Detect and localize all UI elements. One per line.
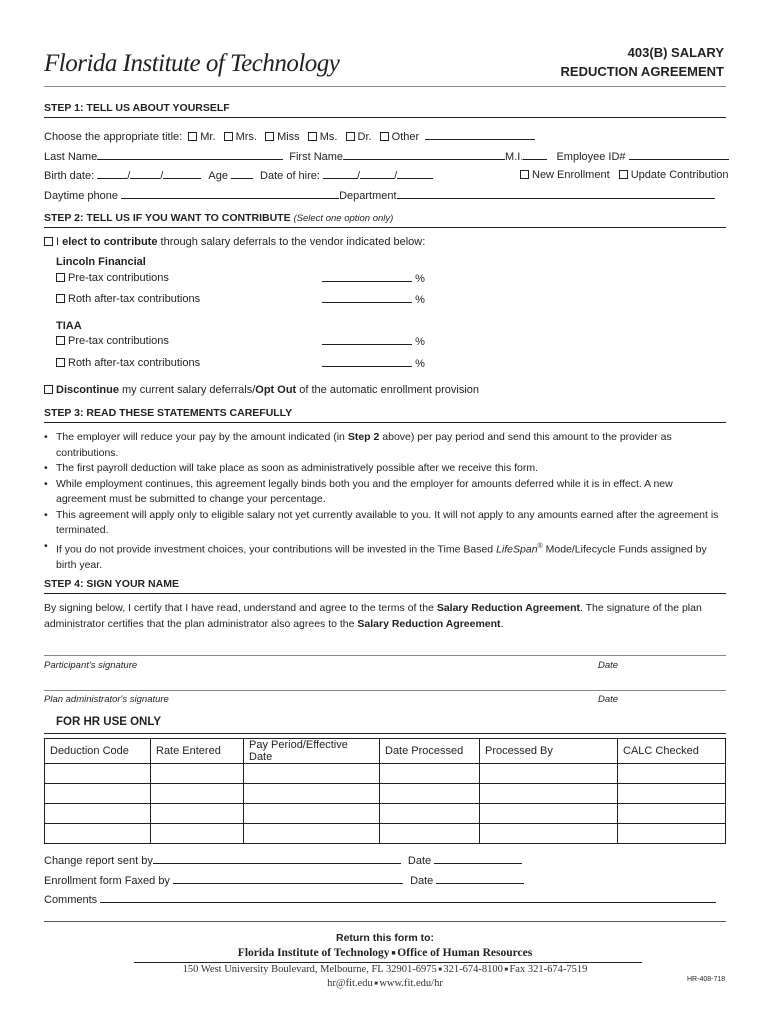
step4-rule [44, 593, 726, 594]
table-cell[interactable] [151, 804, 244, 824]
footer-web[interactable]: www.fit.edu/hr [379, 978, 443, 989]
optout-bold: Opt Out [255, 384, 297, 396]
tiaa-pretax-field[interactable] [322, 335, 412, 345]
statement-2: • The first payroll deduction will take place as soon as administratively possible after we receive this form. [44, 461, 724, 477]
table-cell[interactable] [380, 804, 480, 824]
lincoln-roth-percent [322, 293, 425, 306]
comments-label: Comments [44, 894, 98, 906]
first-name-field[interactable] [343, 150, 505, 160]
birth-row: Birth date: / / Age Date of hire: / / [44, 169, 433, 182]
statement-5: • If you do not provide investment choices, your contributions will be invested in the Time Based LifeSpan® Mode/Lifecycle Funds assigned by birth year. [44, 539, 724, 574]
enrollment-faxed-date-label: Date [410, 875, 434, 887]
footer-office: Office of Human Resources [397, 947, 533, 959]
participant-signature-line[interactable] [44, 655, 726, 656]
col-rate-entered: Rate Entered [151, 739, 244, 764]
title-mrs-checkbox[interactable] [224, 132, 233, 141]
col-date-processed: Date Processed [380, 739, 480, 764]
footer-org: Florida Institute of Technology [237, 947, 390, 959]
tiaa-pretax-checkbox[interactable] [56, 336, 65, 345]
title-ms-checkbox[interactable] [308, 132, 317, 141]
mi-label: M.I. [505, 151, 524, 163]
col-calc-checked: CALC Checked [618, 739, 726, 764]
enrollment-faxed-date-field[interactable] [436, 874, 524, 884]
step1-rule [44, 117, 726, 118]
update-contribution-checkbox[interactable] [619, 170, 628, 179]
form-title-line1: 403(B) SALARY [627, 45, 724, 60]
step3-heading: STEP 3: READ THESE STATEMENTS CAREFULLY [44, 407, 293, 419]
table-cell[interactable] [244, 784, 380, 804]
footer-fax: Fax 321-674-7519 [509, 964, 588, 975]
hr-table [44, 738, 726, 844]
col-processed-by: Processed By [480, 739, 618, 764]
footer-org-line: Florida Institute of Technology ■ Office of Human Resources [237, 947, 533, 959]
employee-id-field[interactable] [629, 150, 729, 160]
title-other-checkbox[interactable] [380, 132, 389, 141]
participant-date-label: Date [598, 660, 619, 671]
lincoln-roth-label: Roth after-tax contributions [68, 293, 201, 305]
col-deduction-code: Deduction Code [45, 739, 151, 764]
age-label: Age [208, 170, 228, 182]
table-row [45, 824, 726, 844]
first-name-label: First Name [289, 151, 344, 163]
new-enrollment-label: New Enrollment [532, 169, 610, 181]
birth-day-field[interactable] [130, 169, 160, 179]
form-code: HR-408-718 [687, 976, 726, 983]
tiaa-roth-label: Roth after-tax contributions [68, 357, 201, 369]
table-cell[interactable] [480, 784, 618, 804]
statement-3: • While employment continues, this agreement legally binds both you and the employer for amounts deferred while it is in effect. A new agreement must be submitted to change your percentage. [44, 477, 724, 508]
elect-text-post: through salary deferrals to the vendor indicated below: [157, 236, 426, 248]
step3-rule [44, 422, 726, 423]
tiaa-roth-row [56, 357, 200, 369]
admin-signature-line[interactable] [44, 690, 726, 691]
lincoln-pretax-label: Pre-tax contributions [68, 272, 169, 284]
table-cell[interactable] [618, 824, 726, 844]
comments-field[interactable] [100, 893, 716, 903]
table-row [45, 764, 726, 784]
table-cell[interactable] [45, 804, 151, 824]
lincoln-pretax-row [56, 272, 169, 284]
table-cell[interactable] [480, 804, 618, 824]
lincoln-pretax-field[interactable] [322, 272, 412, 282]
table-row [45, 784, 726, 804]
tiaa-pretax-row [56, 335, 169, 347]
col-pay-period: Pay Period/Effective Date [244, 739, 380, 764]
form-title-line2: REDUCTION AGREEMENT [560, 64, 724, 79]
birth-date-label: Birth date: [44, 170, 95, 182]
lincoln-heading: Lincoln Financial [56, 256, 146, 268]
title-mrs-label: Mrs. [235, 131, 257, 143]
title-miss-checkbox[interactable] [265, 132, 274, 141]
phone-row [44, 189, 715, 202]
title-dr-checkbox[interactable] [346, 132, 355, 141]
header-rule [44, 86, 726, 87]
participant-signature-label: Participant's signature [44, 660, 138, 671]
hire-year-field[interactable] [397, 169, 433, 179]
table-cell[interactable] [480, 764, 618, 784]
lincoln-roth-checkbox[interactable] [56, 294, 65, 303]
change-report-row [44, 854, 522, 867]
percent-sign: % [415, 294, 425, 306]
change-report-date-field[interactable] [434, 854, 522, 864]
enrollment-faxed-row [44, 874, 524, 887]
change-report-field[interactable] [153, 854, 401, 864]
hr-heading: FOR HR USE ONLY [56, 716, 162, 728]
footer-address: 150 West University Boulevard, Melbourne, FL 32901-6975 [182, 964, 437, 975]
step2-heading [44, 212, 393, 224]
enrollment-type [520, 169, 729, 181]
department-label: Department [339, 190, 397, 202]
percent-sign: % [415, 358, 425, 370]
footer-email[interactable]: hr@fit.edu [327, 978, 373, 989]
enrollment-faxed-label: Enrollment form Faxed by [44, 875, 170, 887]
title-other-label: Other [391, 131, 420, 143]
table-cell[interactable] [618, 764, 726, 784]
tiaa-pretax-percent [322, 335, 425, 348]
elect-option [44, 236, 425, 248]
enrollment-faxed-field[interactable] [173, 874, 403, 884]
table-cell[interactable] [244, 804, 380, 824]
table-cell[interactable] [244, 764, 380, 784]
title-dr-label: Dr. [357, 131, 372, 143]
name-row [44, 150, 729, 163]
table-cell[interactable] [618, 784, 726, 804]
table-cell[interactable] [380, 764, 480, 784]
employee-id-label: Employee ID# [556, 151, 626, 163]
tiaa-roth-checkbox[interactable] [56, 358, 65, 367]
step2-rule [44, 227, 726, 228]
footer-web-line: hr@fit.edu ■ www.fit.edu/hr [327, 978, 443, 989]
lincoln-roth-field[interactable] [322, 293, 412, 303]
step2-title: STEP 2: TELL US IF YOU WANT TO CONTRIBUTE [44, 212, 291, 224]
footer-rule [134, 962, 642, 963]
discontinue-bold: Discontinue [56, 384, 119, 396]
new-enrollment-checkbox[interactable] [520, 170, 529, 179]
elect-text-bold: elect to contribute [62, 236, 158, 248]
table-cell[interactable] [151, 824, 244, 844]
table-cell[interactable] [380, 784, 480, 804]
update-contribution-label: Update Contribution [630, 169, 729, 181]
tiaa-heading: TIAA [56, 320, 82, 332]
hr-rule [44, 733, 726, 734]
discontinue-option [44, 384, 479, 396]
comments-row [44, 893, 716, 906]
step2-note: (Select one option only) [293, 213, 394, 224]
daytime-phone-label: Daytime phone [44, 190, 118, 202]
statement-1: • The employer will reduce your pay by the amount indicated (in Step 2 above) per pay period and send this amount to the provider as contributions. [44, 430, 724, 461]
change-report-label: Change report sent by [44, 855, 153, 867]
certification-text: By signing below, I certify that I have read, understand and agree to the terms of the Salary Reduction Agreement. The signature of the plan administrator certifies that the plan administrator also agrees to the Salary Reduction Agreement. [44, 602, 702, 630]
tiaa-pretax-label: Pre-tax contributions [68, 335, 169, 347]
title-miss-label: Miss [277, 131, 300, 143]
birth-year-field[interactable] [163, 169, 201, 179]
tiaa-roth-field[interactable] [322, 357, 412, 367]
step4-heading: STEP 4: SIGN YOUR NAME [44, 578, 179, 590]
title-mr-label: Mr. [200, 131, 216, 143]
title-row [44, 130, 535, 143]
table-cell[interactable] [45, 824, 151, 844]
last-name-field[interactable] [97, 150, 283, 160]
title-mr-checkbox[interactable] [188, 132, 197, 141]
mi-field[interactable] [523, 150, 547, 160]
percent-sign: % [415, 273, 425, 285]
table-cell[interactable] [380, 824, 480, 844]
table-cell[interactable] [45, 764, 151, 784]
discontinue-checkbox[interactable] [44, 385, 53, 394]
table-cell[interactable] [45, 784, 151, 804]
title-prompt: Choose the appropriate title: [44, 131, 183, 143]
change-report-date-label: Date [407, 855, 432, 867]
comments-line-2[interactable] [44, 921, 726, 922]
birth-month-field[interactable] [97, 169, 127, 179]
admin-signature-label: Plan administrator's signature [44, 694, 169, 705]
lincoln-pretax-percent [322, 272, 425, 285]
age-field[interactable] [231, 169, 253, 179]
discontinue-post: of the automatic enrollment provision [296, 384, 480, 396]
elect-text-pre: I [56, 236, 63, 248]
percent-sign: % [415, 336, 425, 348]
footer-address-line: 150 West University Boulevard, Melbourne, FL 32901-6975 ■ 321-674-8100 ■ Fax 321-674-7519 [182, 964, 588, 975]
lincoln-pretax-checkbox[interactable] [56, 273, 65, 282]
elect-checkbox[interactable] [44, 237, 53, 246]
hire-day-field[interactable] [360, 169, 394, 179]
return-label: Return this form to: [336, 932, 434, 944]
table-cell[interactable] [151, 784, 244, 804]
tiaa-roth-percent [322, 357, 425, 370]
table-cell[interactable] [480, 824, 618, 844]
lincoln-roth-row [56, 293, 200, 305]
daytime-phone-field[interactable] [121, 189, 339, 199]
hr-table-header [45, 739, 726, 764]
department-field[interactable] [397, 189, 715, 199]
discontinue-mid: my current salary deferrals/ [118, 384, 256, 396]
table-cell[interactable] [151, 764, 244, 784]
institution-logo: Florida Institute of Technology [44, 50, 340, 77]
statements-list [44, 430, 724, 573]
hire-date-label: Date of hire: [260, 170, 320, 182]
step1-heading: STEP 1: TELL US ABOUT YOURSELF [44, 102, 230, 114]
admin-date-label: Date [598, 694, 619, 705]
table-cell[interactable] [244, 824, 380, 844]
table-cell[interactable] [618, 804, 726, 824]
table-row [45, 804, 726, 824]
last-name-label: Last Name [44, 151, 98, 163]
footer-phone: 321-674-8100 [443, 964, 503, 975]
statement-4: • This agreement will apply only to eligible salary not yet currently available to you. It will not apply to any amounts earned after the agreement is terminated. [44, 508, 724, 539]
title-other-field[interactable] [425, 130, 535, 140]
hire-month-field[interactable] [323, 169, 357, 179]
title-ms-label: Ms. [319, 131, 338, 143]
